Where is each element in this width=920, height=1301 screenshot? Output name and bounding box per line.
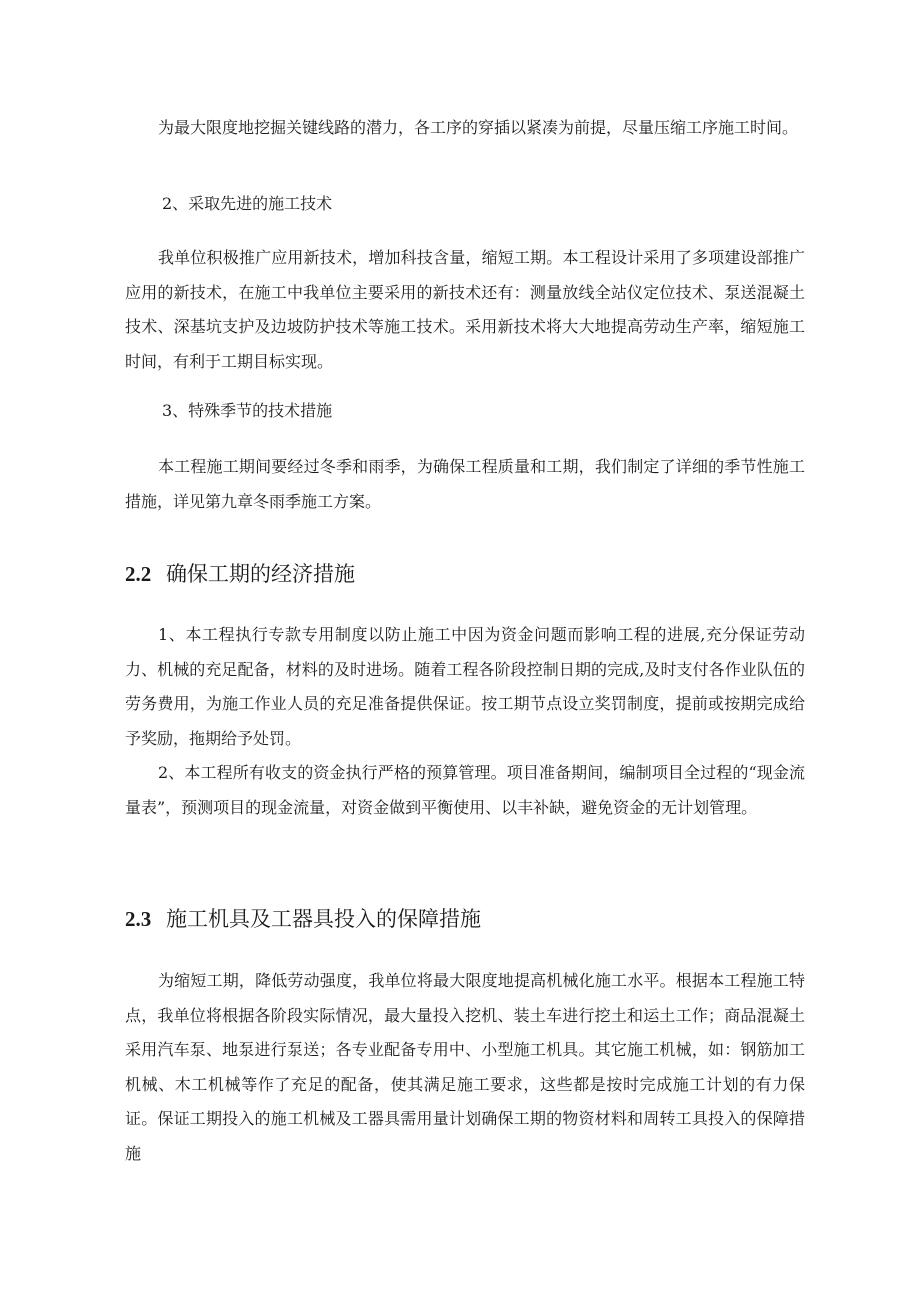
section23-block: [125, 964, 805, 1171]
season-block: [125, 450, 805, 519]
section-title: 施工机具及工器具投入的保障措施: [166, 907, 481, 931]
paragraph-budget-management: 2、本工程所有收支的资金执行严格的预算管理。项目准备期间，编制项目全过程的“现金流量表”，预测项目的现金流量，对资金做到平衡使用、以丰补缺，避免资金的无计划管理。: [125, 763, 805, 817]
tech-heading-block: [125, 187, 805, 221]
season-heading-block: [125, 394, 805, 428]
intro-block: [125, 111, 805, 146]
paragraph-machinery: 为缩短工期，降低劳动强度，我单位将最大限度地提高机械化施工水平。根据本工程施工特点，我单位将根据各阶段实际情况，最大量投入挖机、装土车进行挖土和运土工作；商品混凝土采用汽车泵、地泵进行泵送；各专业配备专用中、小型施工机具。其它施工机械，如：钢筋加工机械、木工机械等作了充足的配备，使其满足施工要求，这些都是按时完成施工计划的有力保证。保证工期投入的施工机械及工器具需用量计划确保工期的物资材料和周转工具投入的保障措施: [125, 971, 805, 1163]
section-heading-2-2: [125, 559, 355, 589]
section-title: 确保工期的经济措施: [166, 562, 355, 586]
section-number: 2.2: [125, 562, 152, 586]
paragraph-dedicated-funds: 1、本工程执行专款专用制度以防止施工中因为资金问题而影响工程的进展,充分保证劳动力、机械的充足配备，材料的及时进场。随着工程各阶段控制日期的完成,及时支付各作业队伍的劳务费用，为施工作业人员的充足准备提供保证。按工期节点设立奖罚制度，提前或按期完成给予奖励，拖期给予处罚。: [125, 625, 805, 748]
subheading-advanced-technology: 2、采取先进的施工技术: [162, 194, 333, 213]
section22-block: [125, 618, 805, 825]
paragraph-seasonal-measures: 本工程施工期间要经过冬季和雨季，为确保工程质量和工期，我们制定了详细的季节性施工措施，详见第九章冬雨季施工方案。: [125, 457, 805, 511]
tech-block: [125, 241, 805, 379]
paragraph-critical-path: 为最大限度地挖掘关键线路的潜力，各工序的穿插以紧凑为前提，尽量压缩工序施工时间。: [158, 118, 799, 137]
subheading-seasonal-measures: 3、特殊季节的技术措施: [162, 401, 333, 420]
section-number: 2.3: [125, 907, 152, 931]
section-heading-2-3: [125, 904, 481, 934]
paragraph-new-technology: 我单位积极推广应用新技术，增加科技含量，缩短工期。本工程设计采用了多项建设部推广应用的新技术，在施工中我单位主要采用的新技术还有：测量放线全站仪定位技术、泵送混凝土技术、深基坑支护及边坡防护技术等施工技术。采用新技术将大大地提高劳动生产率，缩短施工时间，有利于工期目标实现。: [125, 248, 805, 371]
